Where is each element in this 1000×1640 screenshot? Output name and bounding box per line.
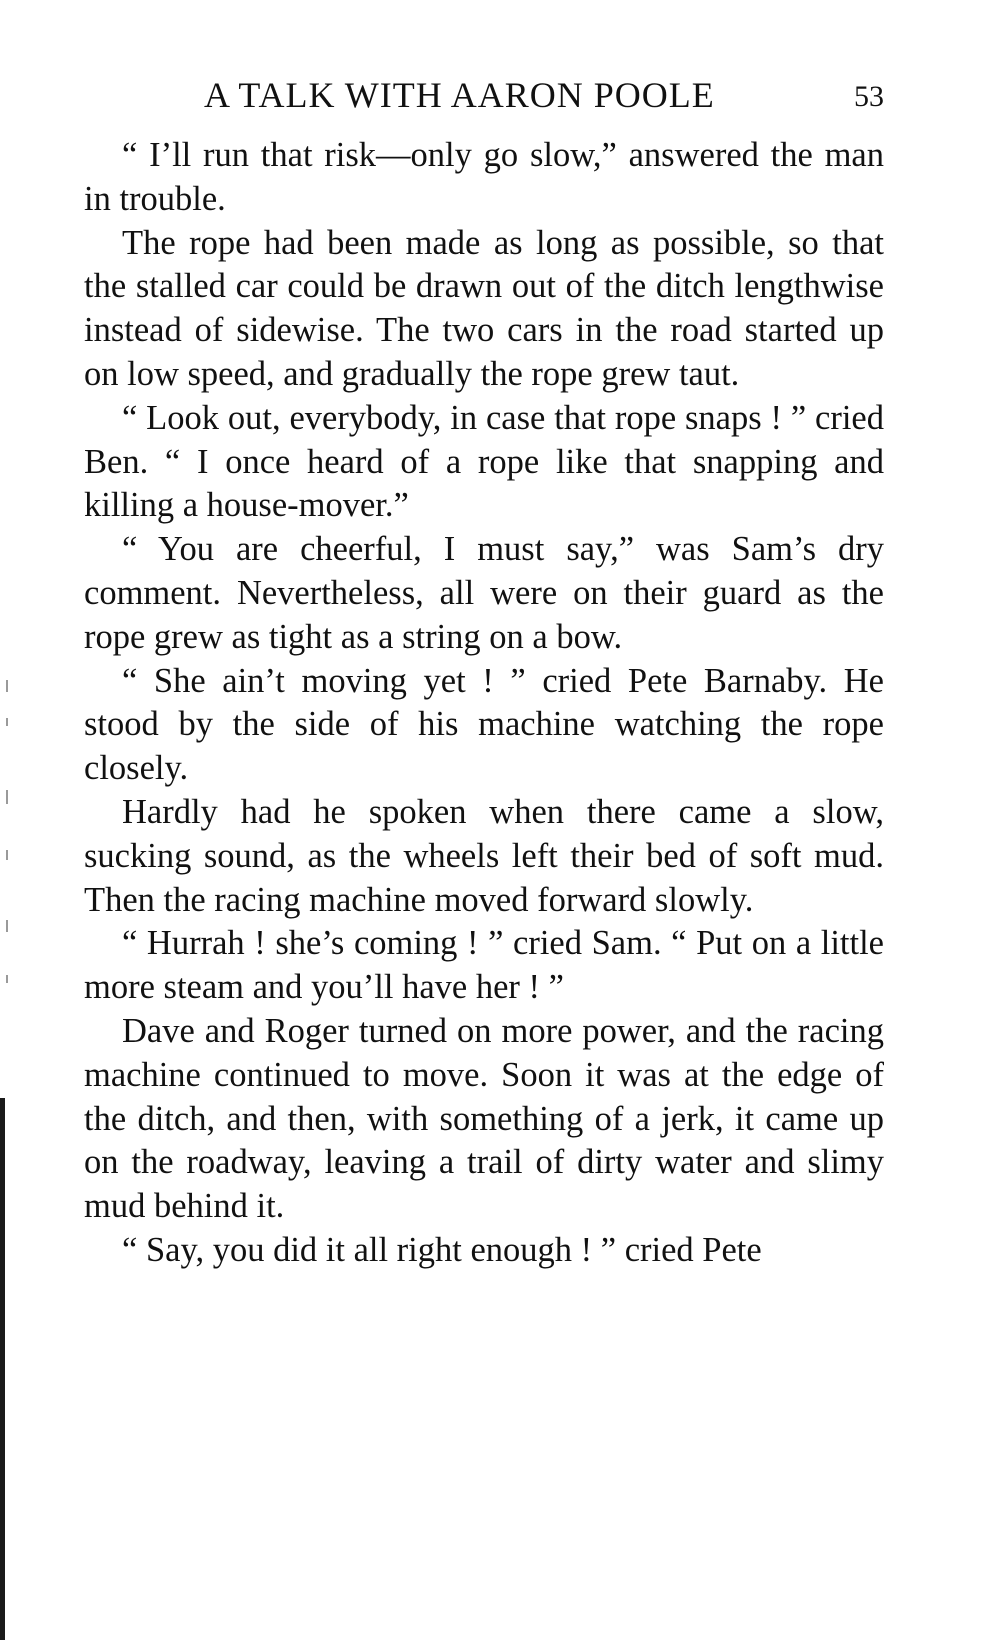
paragraph: Hardly had he spoken when there came a slow, sucking sound, as the wheels left their bed of soft mud. Then the racing machine moved forward slowly.	[84, 792, 884, 919]
scan-edge-shadow	[0, 1098, 5, 1640]
paragraph: “ Look out, everybody, in case that rope snaps ! ” cried Ben. “ I once heard of a rope like that snapping and killing a house-mover.”	[84, 398, 884, 525]
page-number: 53	[854, 80, 884, 113]
paragraph: “ Say, you did it all right enough ! ” cried Pete	[122, 1230, 762, 1269]
body-text	[84, 134, 884, 1273]
running-title: A TALK WITH AARON POOLE	[204, 75, 715, 115]
scan-speck	[6, 718, 8, 726]
paragraph: “ She ain’t moving yet ! ” cried Pete Barnaby. He stood by the side of his machine watching the rope closely.	[84, 661, 884, 788]
paragraph: “ I’ll run that risk—only go slow,” answered the man in trouble.	[84, 136, 884, 218]
paragraph: The rope had been made as long as possible, so that the stalled car could be drawn out of the ditch lengthwise instead of sidewise. The two cars in the road started up on low speed, and gradually the rope grew taut.	[84, 223, 884, 393]
running-head	[84, 74, 884, 118]
scan-speck	[6, 850, 8, 860]
scan-speck	[6, 920, 8, 932]
paragraph: “ You are cheerful, I must say,” was Sam’s dry comment. Nevertheless, all were on their guard as the rope grew as tight as a string on a bow.	[84, 530, 884, 656]
paragraph: Dave and Roger turned on more power, and the racing machine continued to move. Soon it was at the edge of the ditch, and then, with something of a jerk, it came up on the roadway, leaving a trail of dirty water and slimy mud behind it.	[84, 1011, 884, 1226]
scan-speck	[6, 790, 8, 804]
scan-speck	[6, 975, 8, 983]
paragraph: “ Hurrah ! she’s coming ! ” cried Sam. “ Put on a little more steam and you’ll have her ! ”	[84, 924, 884, 1007]
scan-speck	[6, 680, 8, 692]
